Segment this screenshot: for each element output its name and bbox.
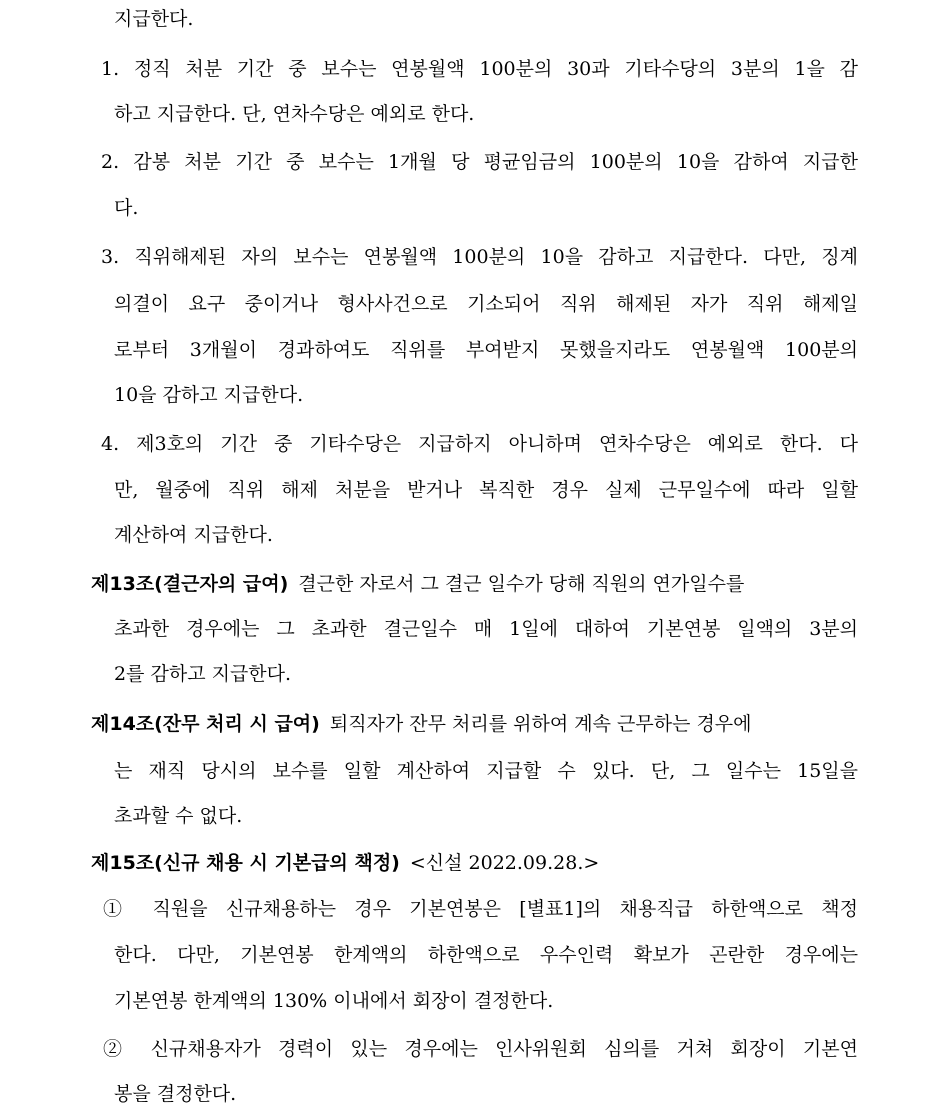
item-3-line: 10을 감하고 지급한다. bbox=[114, 384, 304, 406]
text-line: 지급한다. bbox=[114, 8, 194, 30]
item-3-line: 3. 직위해제된 자의 보수는 연봉월액 100분의 10을 감하고 지급한다. 다만, 징계 bbox=[101, 246, 858, 268]
article-15-para-2-line: ② 신규채용자가 경력이 있는 경우에는 인사위원회 심의를 거쳐 회장이 기본연 bbox=[103, 1038, 858, 1060]
article-13-line: 2를 감하고 지급한다. bbox=[114, 663, 292, 685]
article-15-first-line bbox=[91, 850, 599, 876]
item-4-line: 4. 제3호의 기간 중 기타수당은 지급하지 아니하며 연차수당은 예외로 한다. 다 bbox=[101, 433, 858, 455]
item-3-line: 로부터 3개월이 경과하여도 직위를 부여받지 못했을지라도 연봉월액 100분의 bbox=[114, 339, 858, 361]
item-2-line: 다. bbox=[114, 197, 139, 219]
item-1-line: 하고 지급한다. 단, 연차수당은 예외로 한다. bbox=[114, 103, 475, 125]
item-1-line: 1. 정직 처분 기간 중 보수는 연봉월액 100분의 30과 기타수당의 3분의 1을 감 bbox=[101, 58, 858, 80]
article-15-heading: 제15조(신규 채용 시 기본급의 책정) bbox=[91, 852, 400, 874]
amendment-note: <신설 2022.09.28.> bbox=[409, 852, 600, 874]
article-13-first-line bbox=[91, 571, 858, 597]
article-13-line: 초과한 경우에는 그 초과한 결근일수 매 1일에 대하여 기본연봉 일액의 3분의 bbox=[114, 618, 858, 640]
item-4-line: 만, 월중에 직위 해제 처분을 받거나 복직한 경우 실제 근무일수에 따라 일할 bbox=[114, 479, 858, 501]
article-14-line: 초과할 수 없다. bbox=[114, 805, 243, 827]
article-14-first-line bbox=[91, 711, 858, 737]
article-15-para-1-line: 기본연봉 한계액의 130% 이내에서 회장이 결정한다. bbox=[114, 990, 554, 1012]
article-15-para-1-line: ① 직원을 신규채용하는 경우 기본연봉은 [별표1]의 채용직급 하한액으로 책정 bbox=[103, 898, 858, 920]
article-14-line: 는 재직 당시의 보수를 일할 계산하여 지급할 수 있다. 단, 그 일수는 15일을 bbox=[114, 760, 858, 782]
article-13-text: 결근한 자로서 그 결근 일수가 당해 직원의 연가일수를 bbox=[298, 573, 745, 595]
item-2-line: 2. 감봉 처분 기간 중 보수는 1개월 당 평균임금의 100분의 10을 감하여 지급한 bbox=[101, 151, 858, 173]
article-14-heading: 제14조(잔무 처리 시 급여) bbox=[91, 713, 320, 735]
article-14-text: 퇴직자가 잔무 처리를 위하여 계속 근무하는 경우에 bbox=[329, 713, 752, 735]
article-15-para-2-line: 봉을 결정한다. bbox=[114, 1083, 237, 1105]
article-13-heading: 제13조(결근자의 급여) bbox=[91, 573, 289, 595]
item-4-line: 계산하여 지급한다. bbox=[114, 524, 273, 546]
article-15-para-1-line: 한다. 다만, 기본연봉 한계액의 하한액으로 우수인력 확보가 곤란한 경우에는 bbox=[114, 944, 858, 966]
item-3-line: 의결이 요구 중이거나 형사사건으로 기소되어 직위 해제된 자가 직위 해제일 bbox=[114, 293, 858, 315]
